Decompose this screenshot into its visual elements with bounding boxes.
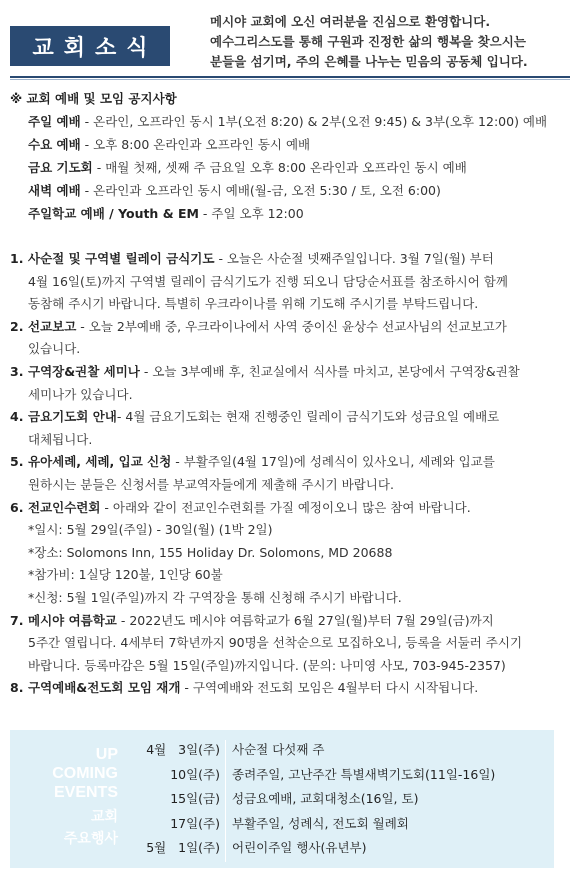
item-title: 구역예배&전도회 모임 재개	[28, 680, 181, 696]
item-line: 5주간 열립니다. 4세부터 7학년까지 90명을 선착순으로 모집하오니, 등록을 서둘러 주시기	[28, 635, 523, 651]
event-date: 17일(주)	[170, 815, 220, 831]
header-divider-thin	[10, 79, 570, 80]
item-number: 2.	[10, 318, 24, 334]
item-number: 1.	[10, 251, 24, 266]
event-description: 성금요예배, 교회대청소(16일, 토)	[232, 791, 419, 806]
events-label-line: 주요행사	[63, 831, 118, 847]
service-name: 금요 기도회	[28, 160, 93, 175]
item-number: 7.	[10, 612, 24, 628]
service-detail: - 매월 첫째, 셋째 주 금요일 오후 8:00 온라인과 오프라인 동시 예배	[92, 160, 467, 175]
welcome-line: 메시야 교회에 오신 여러분을 진심으로 환영합니다.	[210, 14, 491, 29]
item-title: 전교인수련회	[28, 499, 101, 515]
item-line: - 4월 금요기도회는 현재 진행중인 릴레이 금식기도와 성금요일 예배로	[116, 409, 500, 425]
service-name: 주일학교 예배 / Youth & EM	[28, 206, 199, 221]
item-line: 세미나가 있습니다.	[28, 386, 133, 402]
item-title: 메시야 여름학교	[28, 612, 117, 628]
item-line: 4월 16일(토)까지 구역별 릴레이 금식기도가 진행 되오니 담당순서표를 참조하시어 함께	[28, 273, 508, 289]
item-line: 대체됩니다.	[28, 431, 93, 447]
item-line: - 오늘 3부예배 후, 친교실에서 식사를 마치고, 본당에서 구역장&권찰	[139, 363, 520, 379]
item-line: - 2022년도 메시야 여름학교가 6월 27일(월)부터 7월 29일(금)까지	[116, 612, 494, 628]
item-line: *장소: Solomons Inn, 155 Holiday Dr. Solomons, MD 20688	[28, 544, 393, 560]
item-line: 원하시는 분들은 신청서를 부교역자들에게 제출해 주시기 바랍니다.	[28, 476, 394, 492]
events-label-line: UP	[95, 746, 118, 763]
item-title: 유아세례, 세례, 입교 신청	[28, 454, 172, 470]
service-detail: - 주일 오후 12:00	[198, 206, 304, 221]
item-line: - 부활주일(4월 17일)에 성례식이 있사오니, 세례와 입교를	[171, 454, 495, 470]
item-line: *참가비: 1실당 120불, 1인당 60불	[28, 567, 223, 583]
page-title: 교회소식	[10, 26, 170, 66]
service-row	[10, 156, 570, 179]
welcome-line: 분들을 섬기며, 주의 은혜를 나누는 믿음의 공동체 입니다.	[210, 54, 528, 69]
events-label-line: 교회	[90, 809, 118, 825]
header-divider	[10, 76, 570, 78]
announcement-item	[10, 677, 570, 700]
events-divider	[225, 740, 226, 862]
item-line: *신청: 5월 1일(주일)까지 각 구역장을 통해 신청해 주시기 바랍니다.	[28, 589, 402, 605]
event-date: 15일(금)	[170, 791, 220, 806]
item-number: 6.	[10, 499, 24, 515]
item-line: 있습니다.	[28, 341, 81, 357]
welcome-message	[210, 12, 570, 72]
service-detail: - 온라인, 오프라인 동시 1부(오전 8:20) & 2부(오전 9:45) & 3부(오후 12:00) 예배	[80, 114, 548, 129]
event-date: 5월 1일(주)	[146, 840, 220, 855]
item-title: 선교보고	[28, 318, 77, 334]
service-row	[10, 202, 570, 225]
announcement-list	[10, 248, 570, 700]
item-line: *일시: 5월 29일(주일) - 30일(월) (1박 2일)	[28, 522, 273, 538]
event-description: 사순절 다섯째 주	[232, 742, 325, 757]
announcement-item	[10, 406, 570, 451]
upcoming-events	[10, 730, 554, 868]
welcome-line: 예수그리스도를 통해 구원과 진정한 삶의 행복을 찾으시는	[210, 34, 526, 49]
item-line: - 아래와 같이 전교인수련회를 가질 예정이오니 많은 참여 바랍니다.	[100, 499, 471, 515]
events-label	[52, 745, 118, 850]
service-name: 주일 예배	[28, 114, 81, 129]
item-title: 금요기도회 안내	[28, 409, 117, 425]
announcement-item	[10, 316, 570, 361]
item-line: 동참해 주시기 바랍니다. 특별히 우크라이나를 위해 기도해 주시기를 부탁드립니다.	[28, 296, 479, 312]
service-notice	[10, 88, 570, 225]
event-description: 부활주일, 성례식, 전도회 월례회	[232, 815, 409, 831]
item-title: 사순절 및 구역별 릴레이 금식기도	[28, 251, 215, 266]
service-name: 새벽 예배	[28, 183, 81, 198]
service-name: 수요 예배	[28, 137, 81, 152]
service-row	[10, 110, 570, 133]
announcement-item	[10, 610, 570, 678]
event-descriptions	[232, 738, 495, 861]
event-date: 10일(주)	[170, 766, 220, 782]
item-number: 3.	[10, 363, 24, 379]
service-row	[10, 133, 570, 156]
events-label-line: EVENTS	[53, 784, 118, 801]
events-label-line: COMING	[52, 765, 118, 782]
event-description: 어린이주일 행사(유년부)	[232, 840, 367, 855]
item-number: 8.	[10, 680, 24, 696]
announcement-item	[10, 451, 570, 496]
item-number: 5.	[10, 454, 24, 470]
event-dates	[140, 738, 220, 861]
item-number: 4.	[10, 409, 24, 425]
announcement-item	[10, 248, 570, 316]
header	[0, 0, 578, 78]
event-description: 종려주일, 고난주간 특별새벽기도회(11일-16일)	[232, 766, 496, 782]
event-date: 4월 3일(주)	[146, 742, 220, 757]
item-line: - 오늘 2부예배 중, 우크라이나에서 사역 중이신 윤상수 선교사님의 선교보고가	[76, 318, 507, 334]
service-detail: - 오후 8:00 온라인과 오프라인 동시 예배	[80, 137, 311, 152]
service-detail: - 온라인과 오프라인 동시 예배(월-금, 오전 5:30 / 토, 오전 6:00)	[80, 183, 441, 198]
item-line: - 구역예배와 전도회 모임은 4월부터 다시 시작됩니다.	[180, 680, 479, 696]
item-title: 구역장&권찰 세미나	[28, 363, 140, 379]
item-line: 바랍니다. 등록마감은 5월 15일(주일)까지입니다. (문의: 나미영 사모, 703-945-2357)	[28, 657, 506, 673]
item-line: - 오늘은 사순절 넷째주일입니다. 3월 7일(월) 부터	[214, 251, 494, 266]
notice-heading: ※ 교회 예배 및 모임 공지사항	[10, 91, 177, 106]
announcement-item	[10, 361, 570, 406]
service-row	[10, 179, 570, 202]
announcement-item	[10, 497, 570, 610]
